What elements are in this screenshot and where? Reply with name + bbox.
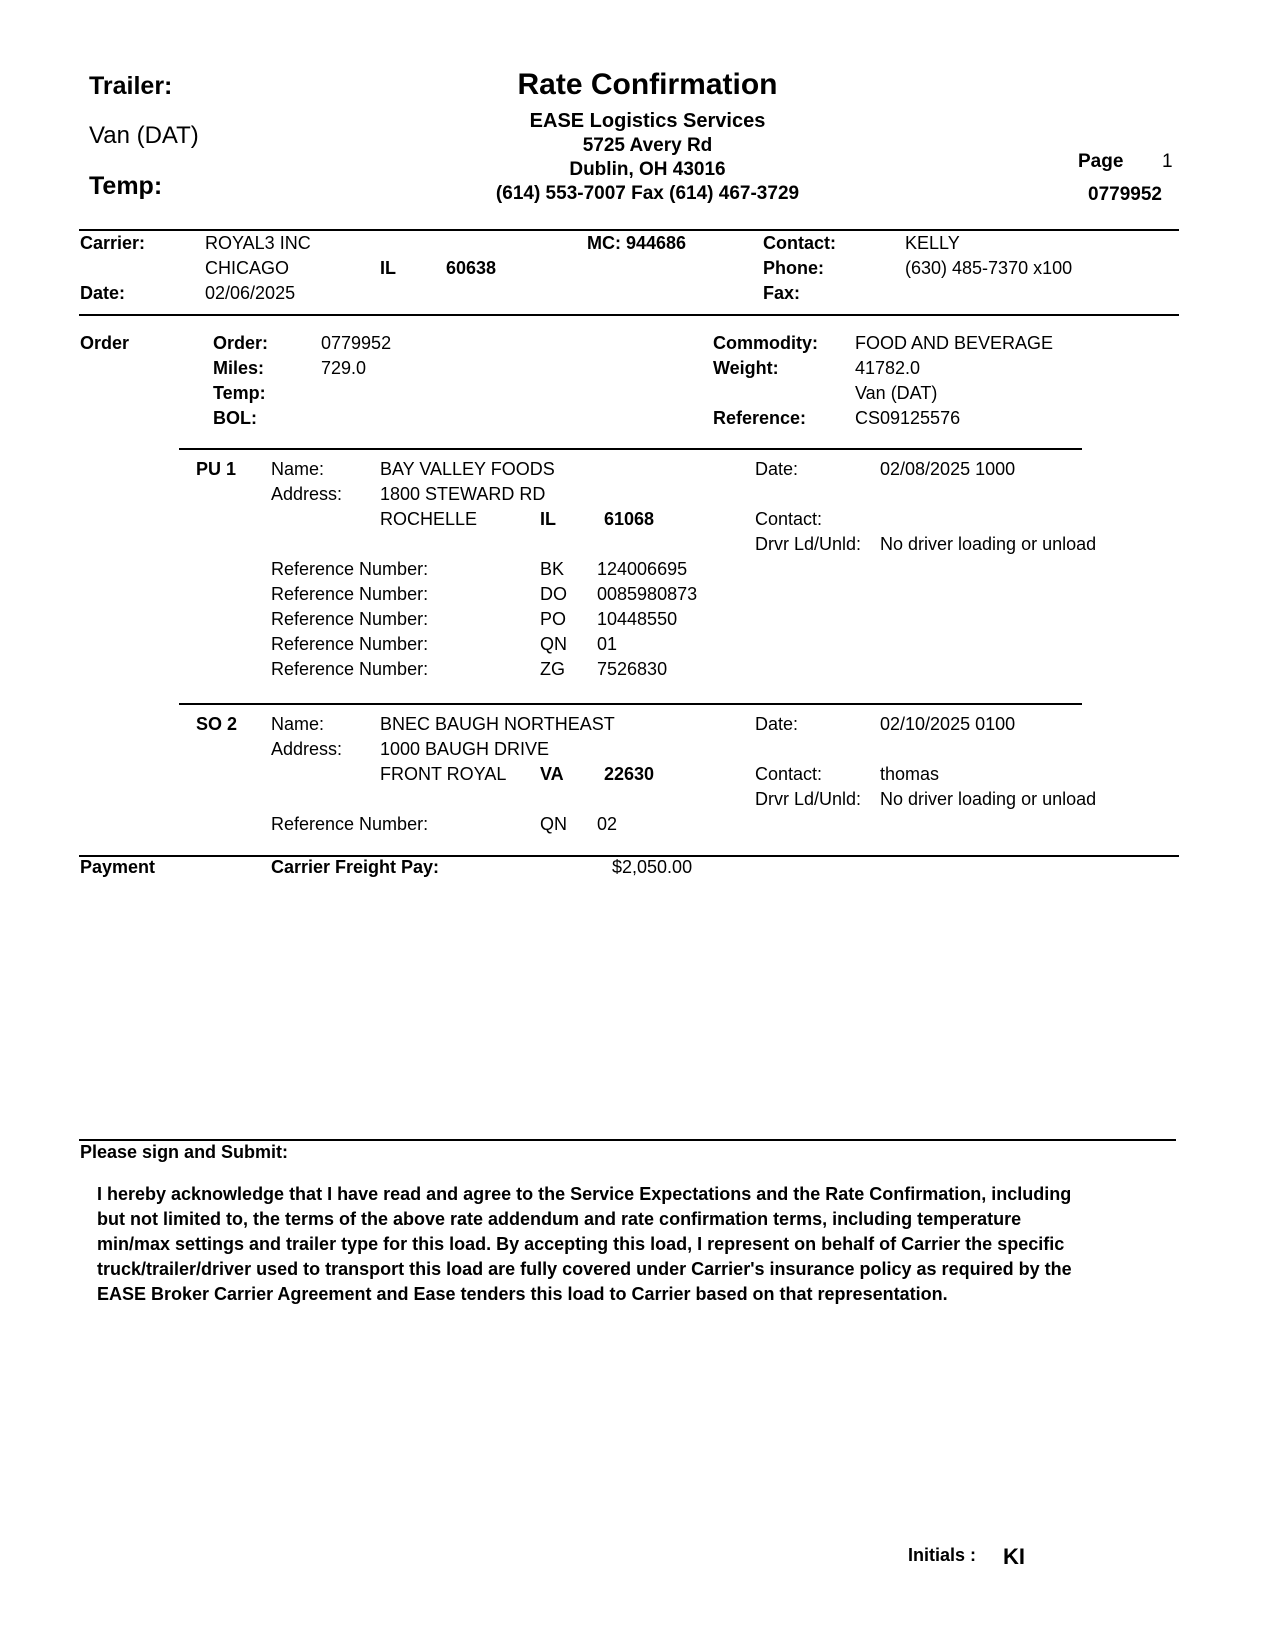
reference-label: Reference: (713, 408, 807, 428)
order-temp-label: Temp: (213, 383, 266, 403)
ref-label: Reference Number: (271, 634, 429, 654)
company-name: EASE Logistics Services (529, 110, 766, 132)
divider-stop-1 (179, 448, 1082, 450)
initials-label: Initials : (908, 1545, 977, 1565)
carrier-contact: KELLY (905, 233, 960, 253)
ref-code: BK (540, 559, 565, 579)
order-number-label: Order: (213, 333, 269, 353)
agreement-line: min/max settings and trailer type for this load. By accepting this load, I represent on behalf of Carrier the specific (97, 1234, 1065, 1254)
miles-value: 729.0 (321, 358, 367, 378)
freight-pay-label: Carrier Freight Pay: (271, 857, 440, 877)
divider-sign (79, 1139, 1176, 1141)
stop-date: 02/10/2025 0100 (880, 714, 1016, 734)
divider-top (79, 229, 1179, 231)
commodity-value: FOOD AND BEVERAGE (855, 333, 1054, 353)
temp-label: Temp: (89, 172, 163, 200)
trailer-label: Trailer: (89, 72, 173, 100)
date-label: Date: (80, 283, 126, 303)
miles-label: Miles: (213, 358, 265, 378)
ref-value: 124006695 (597, 559, 688, 579)
ref-code: DO (540, 584, 567, 604)
divider-stop-2 (179, 703, 1082, 705)
page-label: Page (1078, 151, 1124, 172)
page-number: 1 (1162, 151, 1173, 172)
ref-value: 7526830 (597, 659, 668, 679)
ref-code: ZG (540, 659, 565, 679)
page-title: Rate Confirmation (517, 68, 778, 101)
payment-label: Payment (80, 857, 156, 877)
stop-street: 1800 STEWARD RD (380, 484, 546, 504)
order-trailer-value: Van (DAT) (855, 383, 938, 403)
ref-code: PO (540, 609, 567, 629)
carrier-zip: 60638 (446, 258, 497, 278)
stop-zip: 22630 (604, 764, 655, 784)
stop-address-label: Address: (271, 739, 343, 759)
bol-label: BOL: (213, 408, 257, 428)
stop-contact: thomas (880, 764, 940, 784)
carrier-state: IL (380, 258, 396, 278)
ref-value: 01 (597, 634, 618, 654)
stop-name: BNEC BAUGH NORTHEAST (380, 714, 615, 734)
stop-tag: SO 2 (196, 714, 238, 734)
stop-name: BAY VALLEY FOODS (380, 459, 555, 479)
company-city: Dublin, OH 43016 (569, 159, 726, 180)
stop-address-label: Address: (271, 484, 343, 504)
ref-label: Reference Number: (271, 609, 429, 629)
stop-drvr-value: No driver loading or unload (880, 534, 1097, 554)
ref-label: Reference Number: (271, 559, 429, 579)
agreement-line: truck/trailer/driver used to transport this load are fully covered under Carrier's insurance policy as required by the (97, 1259, 1072, 1279)
order-section-label: Order (80, 333, 130, 353)
initials-value[interactable]: KI (1003, 1544, 1025, 1569)
stop-zip: 61068 (604, 509, 655, 529)
stop-street: 1000 BAUGH DRIVE (380, 739, 550, 759)
agreement-line: EASE Broker Carrier Agreement and Ease tenders this load to Carrier based on that representation. (97, 1284, 948, 1304)
document-number: 0779952 (1088, 184, 1162, 205)
stop-drvr-label: Drvr Ld/Unld: (755, 789, 862, 809)
stop-city: FRONT ROYAL (380, 764, 507, 784)
stop-drvr-value: No driver loading or unload (880, 789, 1097, 809)
stop-date-label: Date: (755, 714, 799, 734)
carrier-city: CHICAGO (205, 258, 290, 278)
weight-label: Weight: (713, 358, 779, 378)
stop-name-label: Name: (271, 714, 325, 734)
carrier-name: ROYAL3 INC (205, 233, 311, 253)
reference-value: CS09125576 (855, 408, 961, 428)
freight-pay-value: $2,050.00 (612, 857, 693, 877)
stop-state: IL (540, 509, 556, 529)
ref-value: 0085980873 (597, 584, 698, 604)
carrier-label: Carrier: (80, 233, 146, 253)
carrier-contact-label: Contact: (763, 233, 836, 253)
agreement-line: but not limited to, the terms of the above rate addendum and rate confirmation terms, including temperature (97, 1209, 1022, 1229)
ref-label: Reference Number: (271, 814, 429, 834)
stop-state: VA (540, 764, 564, 784)
carrier-mc: MC: 944686 (587, 233, 687, 253)
agreement-line: I hereby acknowledge that I have read and agree to the Service Expectations and the Rate Confirmation, including (97, 1184, 1072, 1204)
trailer-value: Van (DAT) (89, 122, 199, 149)
order-number: 0779952 (321, 333, 392, 353)
stop-contact-label: Contact: (755, 509, 823, 529)
commodity-label: Commodity: (713, 333, 818, 353)
ref-label: Reference Number: (271, 584, 429, 604)
stop-date: 02/08/2025 1000 (880, 459, 1016, 479)
ref-label: Reference Number: (271, 659, 429, 679)
carrier-phone: (630) 485-7370 x100 (905, 258, 1073, 278)
carrier-fax-label: Fax: (763, 283, 801, 303)
ref-code: QN (540, 814, 567, 834)
stop-city: ROCHELLE (380, 509, 478, 529)
stop-name-label: Name: (271, 459, 325, 479)
stop-date-label: Date: (755, 459, 799, 479)
divider-carrier (79, 314, 1179, 316)
company-phone-fax: (614) 553-7007 Fax (614) 467-3729 (495, 183, 800, 204)
ref-code: QN (540, 634, 567, 654)
carrier-phone-label: Phone: (763, 258, 824, 278)
ref-value: 02 (597, 814, 618, 834)
stop-tag: PU 1 (196, 459, 237, 479)
company-street: 5725 Avery Rd (582, 135, 713, 156)
sign-label: Please sign and Submit: (80, 1142, 289, 1162)
weight-value: 41782.0 (855, 358, 921, 378)
date-value: 02/06/2025 (205, 283, 296, 303)
stop-drvr-label: Drvr Ld/Unld: (755, 534, 862, 554)
ref-value: 10448550 (597, 609, 678, 629)
stop-contact-label: Contact: (755, 764, 823, 784)
